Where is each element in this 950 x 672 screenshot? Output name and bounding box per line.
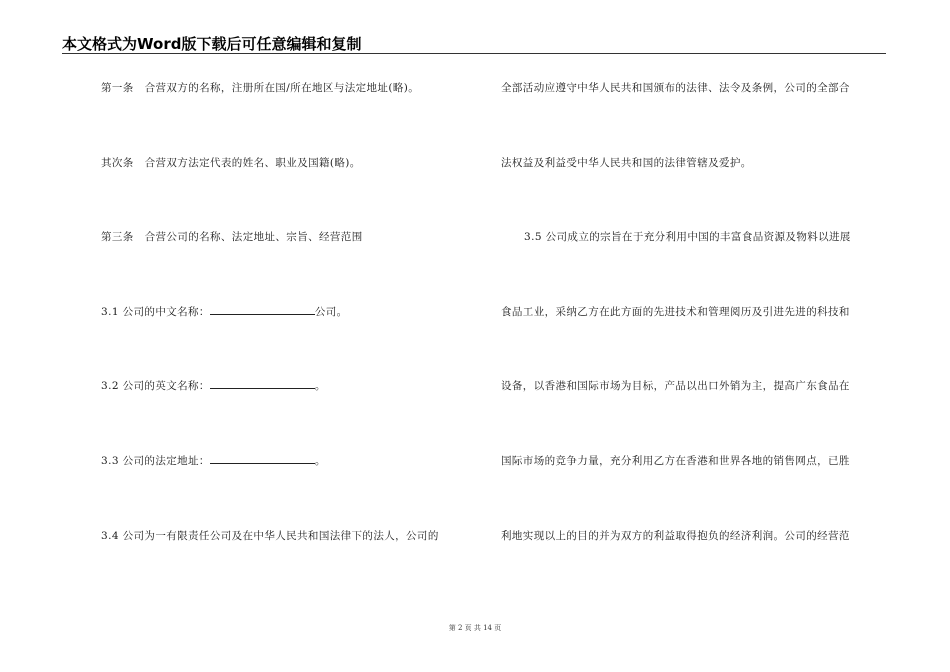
right-line-2: 法权益及利益受中华人民共和国的法律管辖及爱护。 (501, 157, 752, 169)
document-header-title: 本文格式为Word版下载后可任意编辑和复制 (62, 35, 362, 53)
right-line-1: 全部活动应遵守中华人民共和国颁布的法律、法令及条例，公司的全部合 (501, 82, 850, 94)
item-3-1 (101, 304, 348, 319)
right-line-4: 食品工业，采纳乙方在此方面的先进技术和管理阅历及引进先进的科技和 (501, 306, 850, 318)
item-3-4: 3.4 公司为一有限责任公司及在中华人民共和国法律下的法人，公司的 (101, 530, 439, 542)
english-name-blank (210, 378, 315, 389)
item-3-3-suffix: 。 (314, 455, 326, 467)
item-3-3-label: 3.3 公司的法定地址： (101, 455, 210, 467)
header-divider (62, 53, 886, 54)
item-3-2-label: 3.2 公司的英文名称： (101, 380, 210, 392)
page-number-footer: 第 2 页 共 14 页 (448, 624, 502, 632)
item-3-5: 3.5 公司成立的宗旨在于充分利用中国的丰富食品资源及物料以进展 (524, 231, 851, 243)
item-3-2 (101, 378, 326, 393)
article-1: 第一条 合营双方的名称，注册所在国/所在地区与法定地址(略)。 (101, 82, 420, 94)
item-3-1-suffix: 公司。 (314, 306, 348, 318)
legal-address-blank (210, 453, 315, 464)
right-line-5: 设备，以香港和国际市场为目标，产品以出口外销为主，提高广东食品在 (501, 380, 850, 392)
article-3: 第三条 合营公司的名称、法定地址、宗旨、经营范围 (101, 231, 363, 243)
right-line-7: 利地实现以上的目的并为双方的利益取得抱负的经济利润。公司的经营范 (501, 530, 850, 542)
item-3-1-label: 3.1 公司的中文名称： (101, 306, 210, 318)
article-2: 其次条 合营双方法定代表的姓名、职业及国籍(略)。 (101, 157, 361, 169)
chinese-name-blank (210, 304, 315, 315)
item-3-3 (101, 453, 326, 468)
item-3-2-suffix: 。 (314, 380, 326, 392)
right-line-6: 国际市场的竞争力量，充分利用乙方在香港和世界各地的销售网点，已胜 (501, 455, 850, 467)
